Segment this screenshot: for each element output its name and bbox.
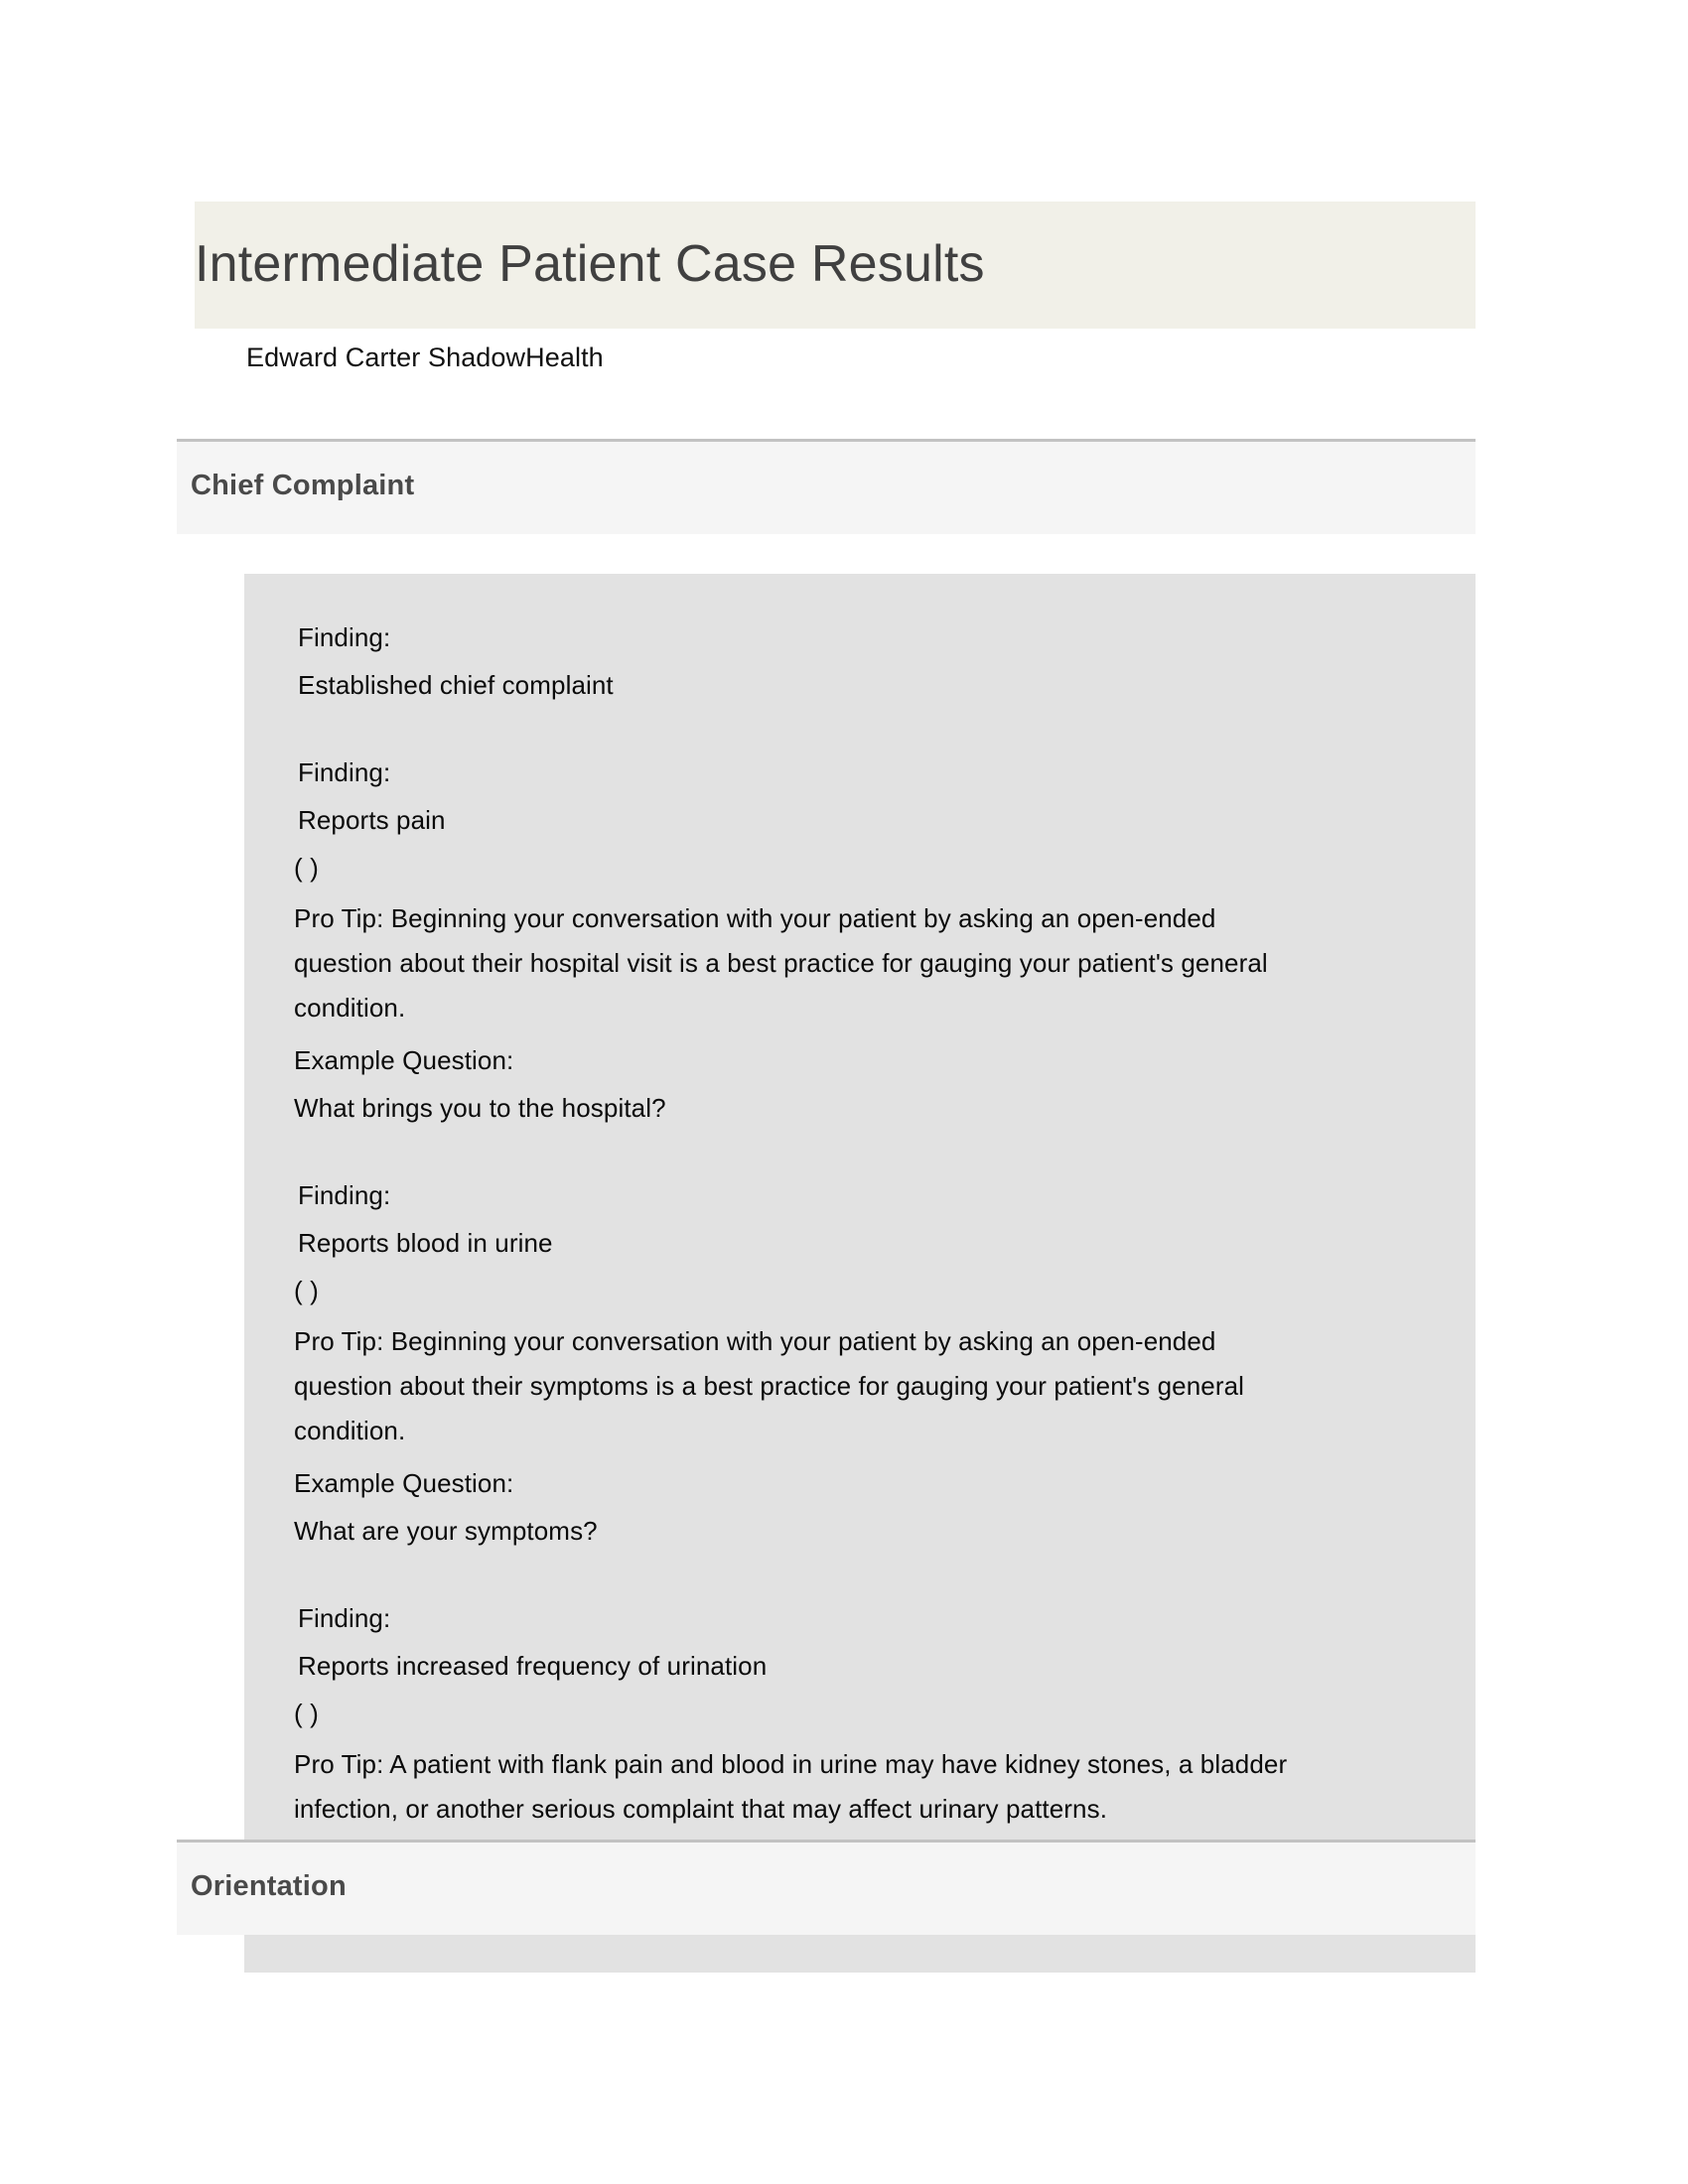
finding-label-row — [252, 1171, 1476, 1219]
finding-text-row — [252, 1642, 1476, 1690]
finding-label-row — [252, 749, 1476, 796]
example-question-label-row — [248, 1036, 1472, 1084]
finding-score: ( ) — [294, 1699, 319, 1728]
finding-score: ( ) — [294, 1276, 319, 1305]
finding-bottom-spacer — [244, 1555, 1468, 1594]
finding-label-row — [252, 614, 1476, 661]
section-header-chief-complaint — [177, 439, 1476, 534]
pro-tip-text: Pro Tip: Beginning your conversation with your patient by asking an open-ended question about their hospital visit is a best practice for gauging your patient's general condition. — [294, 903, 1268, 1023]
example-question-text: What are your symptoms? — [294, 1516, 598, 1546]
example-question-row — [248, 1084, 1472, 1132]
finding-score-row — [248, 1690, 1472, 1737]
finding-block — [244, 749, 1476, 1171]
finding-block — [244, 574, 1476, 749]
document-title-band — [195, 202, 1476, 329]
finding-label: Finding: — [298, 622, 391, 652]
finding-bottom-spacer — [244, 1933, 1468, 1973]
finding-score: ( ) — [294, 853, 319, 883]
finding-bottom-spacer — [244, 1132, 1468, 1171]
example-question-text: What brings you to the hospital? — [294, 1093, 666, 1123]
page-title: Intermediate Patient Case Results — [195, 235, 985, 294]
finding-text-row — [252, 1219, 1476, 1267]
document-subtitle: Edward Carter ShadowHealth — [246, 342, 604, 372]
pro-tip-text: Pro Tip: Beginning your conversation with your patient by asking an open-ended question about their symptoms is a best practice for gauging your patient's general condition. — [294, 1326, 1245, 1445]
section-title-chief-complaint: Chief Complaint — [191, 470, 415, 501]
finding-block — [244, 1171, 1476, 1594]
finding-label: Finding: — [298, 1603, 391, 1633]
section-title-orientation: Orientation — [191, 1870, 347, 1902]
example-question-label-row — [248, 1459, 1472, 1507]
finding-score-row — [248, 1267, 1472, 1314]
finding-text-row — [252, 796, 1476, 844]
pro-tip-row — [248, 1737, 1472, 1838]
finding-label-row — [252, 1594, 1476, 1642]
finding-score-row — [248, 844, 1472, 891]
example-question-row — [248, 1507, 1472, 1555]
finding-text: Established chief complaint — [298, 670, 614, 700]
finding-label: Finding: — [298, 1180, 391, 1210]
finding-text: Reports blood in urine — [298, 1228, 553, 1258]
pro-tip-row — [248, 1314, 1472, 1459]
pro-tip-row — [248, 891, 1472, 1036]
example-question-label: Example Question: — [294, 1468, 514, 1498]
section-header-orientation — [177, 1840, 1476, 1935]
finding-text: Reports pain — [298, 805, 446, 835]
finding-text: Reports increased frequency of urination — [298, 1651, 768, 1681]
findings-list — [244, 574, 1476, 1973]
finding-label: Finding: — [298, 757, 391, 787]
finding-bottom-spacer — [244, 709, 1468, 749]
pro-tip-text: Pro Tip: A patient with flank pain and blood in urine may have kidney stones, a bladder infection, or another serious complaint that may affect urinary patterns. — [294, 1749, 1288, 1824]
example-question-label: Example Question: — [294, 1045, 514, 1075]
finding-top-spacer — [244, 574, 1468, 614]
finding-text-row — [252, 661, 1476, 709]
